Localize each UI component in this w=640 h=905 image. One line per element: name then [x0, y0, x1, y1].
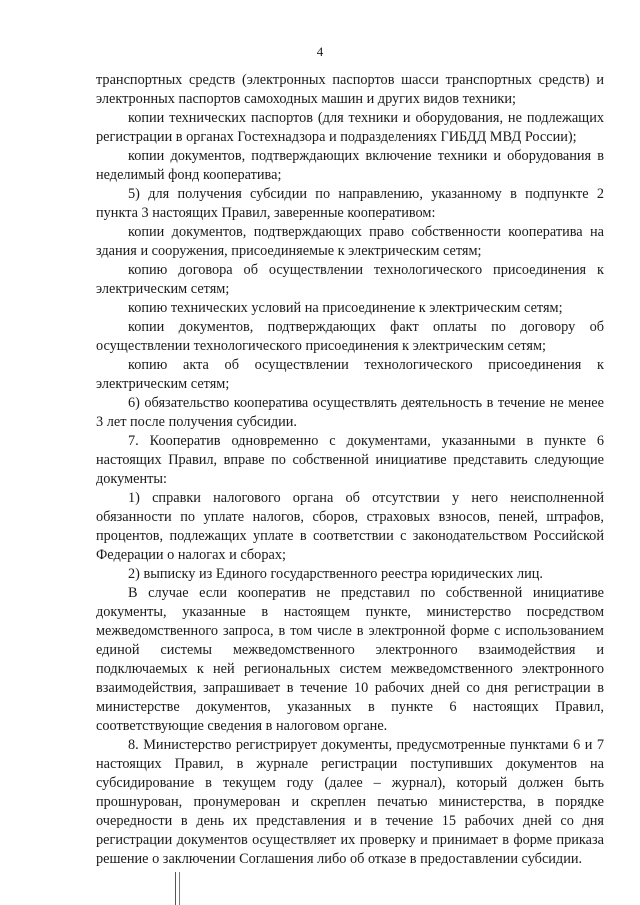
- document-body: [96, 71, 604, 869]
- paragraph-item-8: 8. Министерство регистрирует документы, предусмотренные пунктами 6 и 7 настоящих Правил, в журнале регистрации поступивших документов на субсидирование в текущем году (далее – журнал), который должен быть прошнурован, пронумерован и скреплен печатью министерства, в порядке очередности в день их представления и в течение 15 рабочих дней со дня регистрации документов осуществляет их проверку и принимает в форме приказа решение о заключении Соглашения либо об отказе в предоставлении субсидии.: [96, 737, 604, 867]
- paragraph-interagency-request: В случае если кооператив не представил по собственной инициативе документы, указанные в настоящем пункте, министерство посредством межведомственного запроса, в том числе в электронной форме с использованием единой системы межведомственного электронного взаимодействия и подключаемых к ней региональных систем межведомственного электронного взаимодействия, запрашивает в течение 10 рабочих дней со дня регистрации в министерстве документов, указанных в пункте 6 настоящих Правил, соответствующие сведения в налоговом органе.: [96, 585, 604, 734]
- paragraph-ownership-documents: копии документов, подтверждающих право собственности кооператива на здания и сооружения, присоединяемые к электрическим сетям;: [96, 224, 604, 259]
- scan-binding-mark: [175, 872, 180, 905]
- paragraph-indivisible-fund: копии документов, подтверждающих включение техники и оборудования в неделимый фонд кооператива;: [96, 148, 604, 183]
- paragraph-technical-passports: копии технических паспортов (для техники и оборудования, не подлежащих регистрации в органах Гостехнадзора и подразделениях ГИБДД МВД России);: [96, 110, 604, 145]
- paragraph-connection-contract: копию договора об осуществлении технологического присоединения к электрическим сетям;: [96, 262, 604, 297]
- page-number: 4: [316, 44, 324, 59]
- paragraph-payment-documents: копии документов, подтверждающих факт оплаты по договору об осуществлении технологического присоединения к электрическим сетям;: [96, 319, 604, 354]
- paragraph-item-7-1: 1) справки налогового органа об отсутствии у него неисполненной обязанности по уплате налогов, сборов, страховых взносов, пеней, штрафов, процентов, подлежащих уплате в соответствии с законодательством Российской Федерации о налогах и сборах;: [96, 490, 604, 563]
- paragraph-item-5: 5) для получения субсидии по направлению, указанному в подпункте 2 пункта 3 настоящих Правил, заверенные кооперативом:: [96, 186, 604, 221]
- paragraph-item-7-2: 2) выписку из Единого государственного реестра юридических лиц.: [128, 566, 543, 582]
- paragraph-item-7: 7. Кооператив одновременно с документами, указанными в пункте 6 настоящих Правил, вправе по собственной инициативе представить следующие документы:: [96, 433, 604, 487]
- paragraph-continuation: транспортных средств (электронных паспортов шасси транспортных средств) и электронных паспортов самоходных машин и других видов техники;: [96, 72, 604, 107]
- paragraph-item-6: 6) обязательство кооператива осуществлять деятельность в течение не менее 3 лет после получения субсидии.: [96, 395, 604, 430]
- paragraph-connection-act: копию акта об осуществлении технологического присоединения к электрическим сетям;: [96, 357, 604, 392]
- paragraph-technical-conditions: копию технических условий на присоединение к электрическим сетям;: [128, 300, 563, 316]
